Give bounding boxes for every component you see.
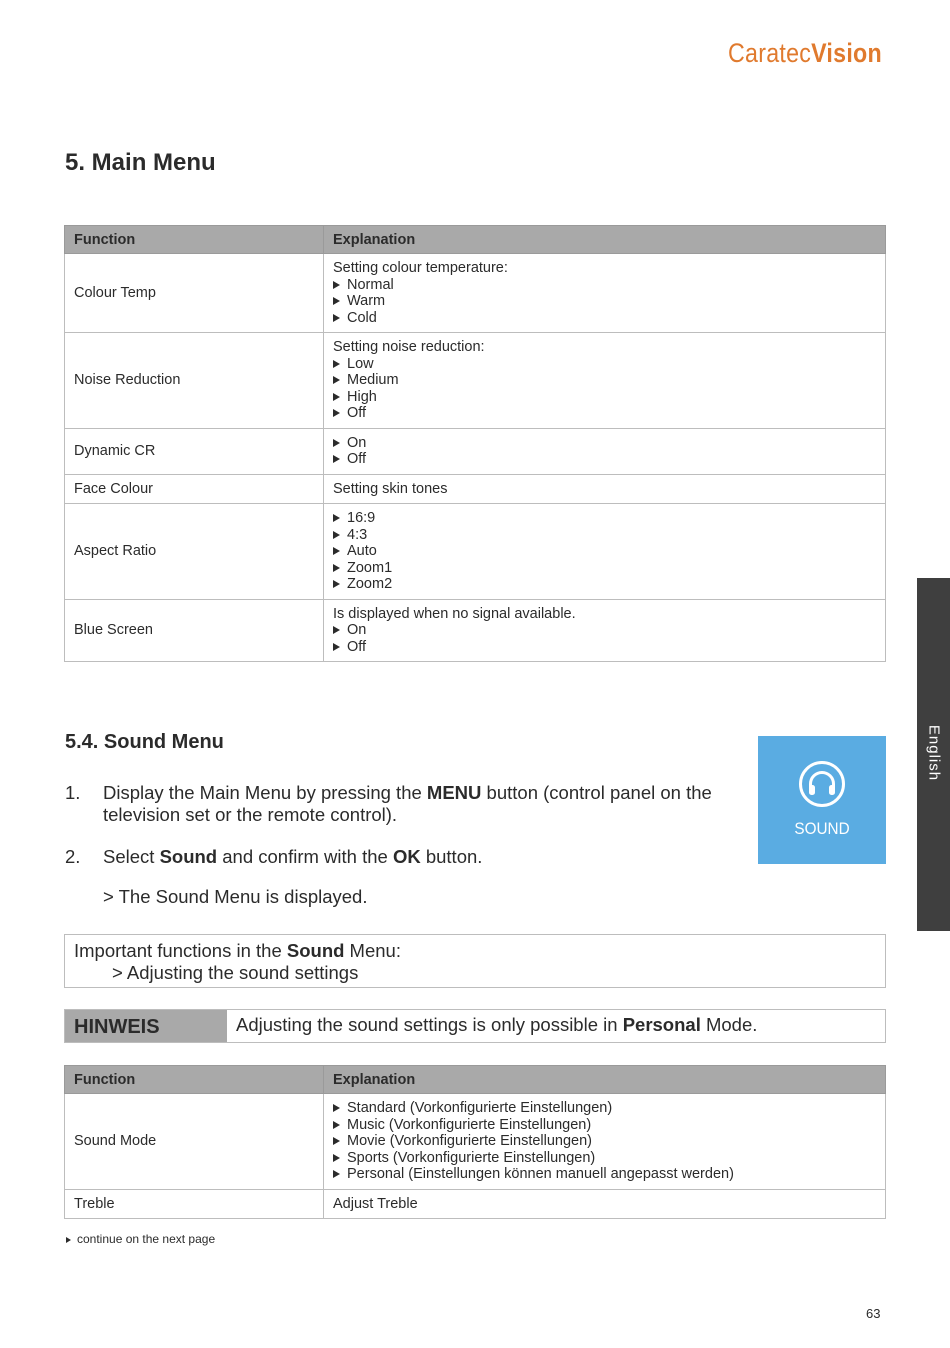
section-title: 5.4. Sound Menu [65,731,224,753]
explanation-text: Setting skin tones [333,480,448,497]
column-header-function: Function [65,226,324,254]
option-item [333,622,876,639]
option-label: Music (Vorkonfigurierte Einstellungen) [347,1116,592,1133]
option-label: Medium [347,372,399,388]
explanation-text: Is displayed when no signal available. [333,605,576,622]
arrow-right-icon [333,1104,340,1112]
explanation-cell [324,1094,886,1190]
function-cell: Treble [65,1189,324,1219]
language-tab [917,578,950,931]
option-label: Standard (Vorkonfigurierte Einstellungen) [347,1100,613,1116]
arrow-right-icon [333,1137,340,1145]
arrow-right-icon [333,281,340,289]
option-label: Sports (Vorkonfigurierte Einstellungen) [347,1149,596,1166]
explanation-cell [324,428,886,474]
column-header-function: Function [65,1066,324,1094]
option-label: On [347,622,367,638]
option-label: Low [347,355,374,372]
arrow-right-icon [66,1237,71,1243]
note-label: HINWEIS [65,1010,227,1042]
option-item [333,405,876,422]
option-item [333,1133,876,1150]
table-row [65,1189,886,1219]
sound-menu-table [64,1065,886,1219]
option-item [333,560,876,577]
option-item [333,435,876,452]
option-item [333,389,876,406]
arrow-right-icon [333,564,340,572]
explanation-cell [324,254,886,333]
table-header-row [65,1066,886,1094]
arrow-right-icon [333,547,340,555]
option-label: Off [347,451,367,467]
option-item [333,1117,876,1134]
option-item [333,510,876,527]
arrow-right-icon [333,360,340,368]
option-item [333,356,876,373]
table-row [65,1094,886,1190]
option-label: Cold [347,309,377,326]
column-header-explanation: Explanation [324,1066,886,1094]
table-row [65,599,886,662]
arrow-right-icon [333,514,340,522]
step-text: Select Sound and confirm with the OK button. [103,846,483,867]
table-header-row [65,226,886,254]
explanation-text: Setting colour temperature: [333,260,508,276]
main-menu-table [64,225,886,662]
continue-note: continue on the next page [66,1232,215,1246]
arrow-right-icon [333,376,340,384]
option-label: 16:9 [347,510,376,526]
step-number: 2. [65,846,81,867]
arrow-right-icon [333,1121,340,1129]
option-label: Movie (Vorkonfigurierte Einstellungen) [347,1133,593,1149]
option-label: High [347,388,377,405]
arrow-right-icon [333,455,340,463]
page-title: 5. Main Menu [65,149,216,176]
option-label: Personal (Einstellungen können manuell angepasst werden) [347,1166,734,1182]
arrow-right-icon [333,439,340,447]
important-heading: Important functions in the Sound Menu: [74,940,401,961]
option-item [333,372,876,389]
option-item [333,639,876,656]
option-label: Normal [347,276,394,293]
option-item [333,310,876,327]
function-cell: Noise Reduction [65,333,324,429]
sound-tile-label: SOUND [794,819,850,838]
arrow-right-icon [333,297,340,305]
function-cell: Colour Temp [65,254,324,333]
function-cell: Face Colour [65,474,324,504]
arrow-right-icon [333,531,340,539]
note-box [64,1009,886,1043]
table-row [65,474,886,504]
table-row [65,504,886,600]
option-item [333,1150,876,1167]
option-label: 4:3 [347,526,368,543]
option-item [333,576,876,593]
step-text: Display the Main Menu by pressing the MENU button (control panel on the television set or the remote control). [103,782,712,825]
page-number: 63 [866,1306,881,1321]
arrow-right-icon [333,314,340,322]
explanation-cell [324,504,886,600]
table-row [65,333,886,429]
arrow-right-icon [333,393,340,401]
arrow-right-icon [333,643,340,651]
explanation-cell [324,333,886,429]
explanation-cell [324,599,886,662]
function-cell: Blue Screen [65,599,324,662]
function-cell: Sound Mode [65,1094,324,1190]
option-item [333,451,876,468]
function-cell: Dynamic CR [65,428,324,474]
arrow-right-icon [333,626,340,634]
option-label: Zoom1 [347,559,393,576]
arrow-right-icon [333,409,340,417]
explanation-text: Setting noise reduction: [333,339,485,355]
language-tab-label: English [925,724,942,782]
option-label: On [347,434,367,451]
sound-menu-tile [758,736,886,864]
arrow-right-icon [333,580,340,588]
function-cell: Aspect Ratio [65,504,324,600]
option-label: Off [347,638,367,655]
option-label: Zoom2 [347,576,393,592]
brand-logo: CaratecVision [728,38,882,68]
option-item [333,543,876,560]
explanation-text: Adjust Treble [333,1195,418,1212]
option-label: Off [347,405,367,421]
option-item [333,1100,876,1117]
option-item [333,277,876,294]
option-label: Auto [347,543,377,559]
option-item [333,1166,876,1183]
column-header-explanation: Explanation [324,226,886,254]
important-functions-box [64,934,886,988]
option-item [333,527,876,544]
important-item: > Adjusting the sound settings [112,962,359,983]
table-row [65,428,886,474]
option-label: Warm [347,293,386,309]
option-item [333,293,876,310]
arrow-right-icon [333,1170,340,1178]
explanation-cell [324,474,886,504]
table-row [65,254,886,333]
headphones-icon [798,760,846,808]
arrow-right-icon [333,1154,340,1162]
step-number: 1. [65,782,81,803]
step-result: > The Sound Menu is displayed. [103,886,368,907]
note-text: Adjusting the sound settings is only possible in Personal Mode. [236,1014,758,1035]
explanation-cell [324,1189,886,1219]
